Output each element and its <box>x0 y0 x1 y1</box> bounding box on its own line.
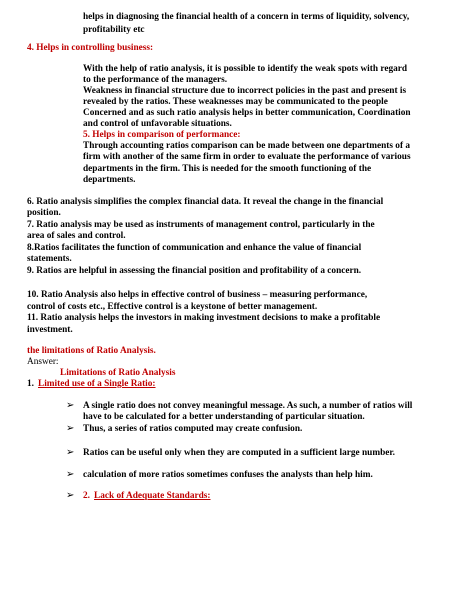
bullet-arrow-icon: ➢ <box>66 423 75 434</box>
bullet-4: calculation of more ratios sometimes confuses the analysts than help him. <box>83 470 373 480</box>
limitation-1-title: Limited use of a Single Ratio: <box>38 379 156 389</box>
item-10-line-2: control of costs etc., Effective control is a keystone of better management. <box>27 302 318 312</box>
para-4b-line-3: Concerned and as such ratio analysis helps in better communication, Coordination <box>83 108 411 118</box>
para-5-line-4: departments. <box>83 175 136 185</box>
intro-line-1: helps in diagnosing the financial health of a concern in terms of liquidity, solvency, <box>83 12 410 22</box>
bullet-arrow-icon: ➢ <box>66 400 75 411</box>
limitation-2-title: Lack of Adequate Standards: <box>94 491 211 501</box>
heading-helps-in-controlling: 4. Helps in controlling business: <box>27 43 154 53</box>
item-6-line-1: 6. Ratio analysis simplifies the complex financial data. It reveal the change in the financial <box>27 197 384 207</box>
bullet-1-line-2: have to be calculated for a better understanding of particular situation. <box>83 412 365 422</box>
item-11-line-1: 11. Ratio analysis helps the investors in making investment decisions to make a profitable <box>27 313 381 323</box>
para-4a-line-1: With the help of ratio analysis, it is possible to identify the weak spots with regard <box>83 64 408 74</box>
bullet-arrow-icon: ➢ <box>66 490 75 501</box>
item-7-line-2: area of sales and control. <box>27 231 126 241</box>
item-10-line-1: 10. Ratio Analysis also helps in effective control of business – measuring performance, <box>27 290 368 300</box>
bullet-arrow-icon: ➢ <box>66 469 75 480</box>
item-7-line-1: 7. Ratio analysis may be used as instruments of management control, particularly in the <box>27 220 375 230</box>
para-5-line-3: departments in the firm. This is needed for the smooth functioning of the <box>83 164 372 174</box>
bullet-2: Thus, a series of ratios computed may create confusion. <box>83 424 303 434</box>
item-6-line-2: position. <box>27 208 61 218</box>
para-4a-line-2: to the performance of the managers. <box>83 75 228 85</box>
bullet-arrow-icon: ➢ <box>66 447 75 458</box>
limitations-heading: the limitations of Ratio Analysis. <box>27 346 156 356</box>
item-11-line-2: investment. <box>27 325 73 335</box>
limitation-1-number: 1. <box>27 379 34 389</box>
intro-line-2: profitability etc <box>83 25 145 35</box>
item-9: 9. Ratios are helpful in assessing the financial position and profitability of a concern. <box>27 266 362 276</box>
para-4b-line-4: and control of unfavorable situations. <box>83 119 232 129</box>
bullet-3: Ratios can be useful only when they are computed in a sufficient large number. <box>83 448 395 458</box>
para-4b-line-2: revealed by the ratios. These weaknesses may be communicated to the people <box>83 97 388 107</box>
para-4b-line-1: Weakness in financial structure due to incorrect policies in the past and present is <box>83 86 407 96</box>
bullet-1-line-1: A single ratio does not convey meaningful message. As such, a number of ratios will <box>83 401 413 411</box>
item-8-line-2: statements. <box>27 254 72 264</box>
limitations-title: Limitations of Ratio Analysis <box>60 368 176 378</box>
answer-label: Answer: <box>27 357 59 367</box>
item-8-line-1: 8.Ratios facilitates the function of communication and enhance the value of financial <box>27 243 362 253</box>
para-5-line-2: firm with another of the same firm in order to evaluate the performance of various <box>83 152 411 162</box>
para-5-line-1: Through accounting ratios comparison can be made between one departments of a <box>83 141 411 151</box>
limitation-2-number: 2. <box>83 491 90 501</box>
heading-helps-in-comparison: 5. Helps in comparison of performance: <box>83 130 241 140</box>
